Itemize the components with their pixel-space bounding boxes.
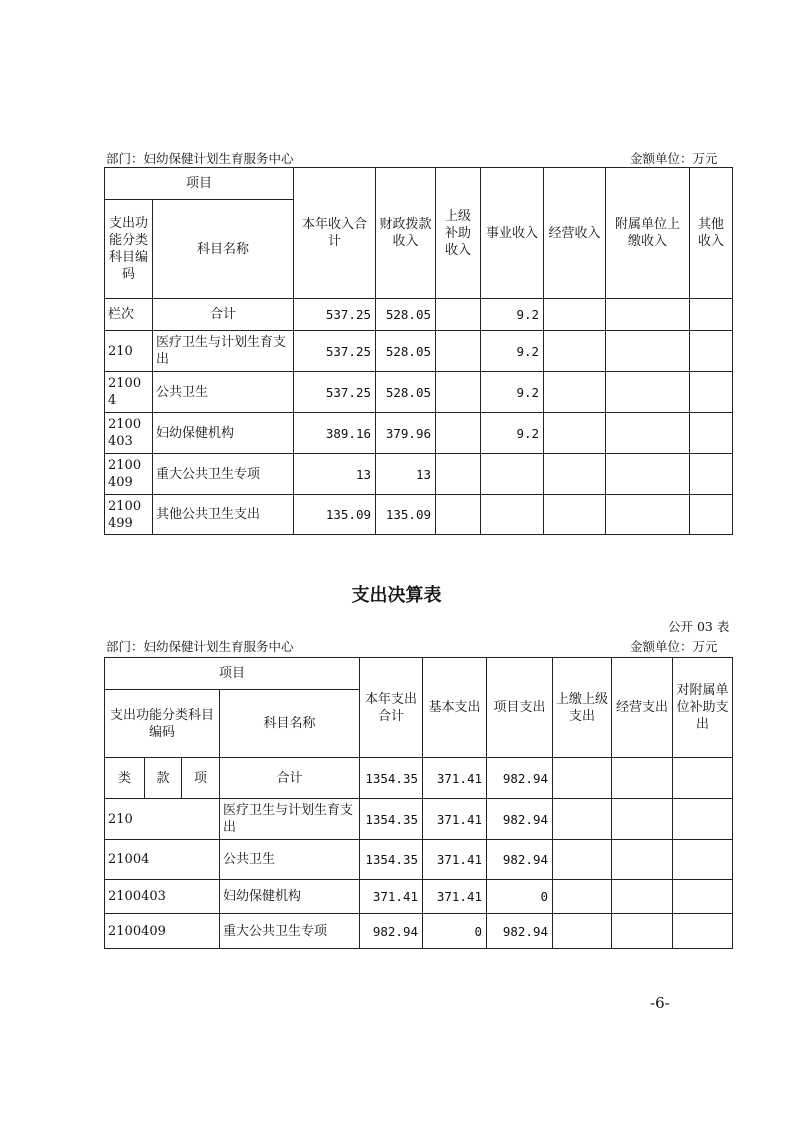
row-upper [553, 758, 612, 799]
row-upper [436, 413, 481, 454]
header-subject-name: 科目名称 [153, 200, 294, 299]
row-affiliated [606, 372, 690, 413]
header-basic-expense: 基本支出 [423, 658, 487, 758]
row-name: 医疗卫生与计划生育支出 [153, 331, 294, 372]
row-total: 135.09 [294, 495, 376, 535]
row-total: 389.16 [294, 413, 376, 454]
row-name: 重大公共卫生专项 [220, 914, 360, 949]
row-name: 公共卫生 [153, 372, 294, 413]
row-name: 公共卫生 [220, 840, 360, 880]
unit-label-1: 金额单位：万元 [630, 151, 718, 166]
header-code: 支出功能分类科目编码 [105, 690, 220, 758]
row-name: 医疗卫生与计划生育支出 [220, 799, 360, 840]
header-project: 项目 [105, 168, 294, 200]
row-upper [436, 495, 481, 535]
row-operating [612, 880, 673, 914]
row-total: 537.25 [294, 372, 376, 413]
row-upper [553, 840, 612, 880]
row-fiscal: 528.05 [376, 372, 436, 413]
row-upper [436, 454, 481, 495]
table-row [105, 331, 733, 372]
row-other [690, 413, 733, 454]
row-upper [436, 299, 481, 331]
header-xiang: 项 [182, 758, 220, 799]
row-operating [612, 914, 673, 949]
row-business [481, 495, 544, 535]
row-total: 537.25 [294, 299, 376, 331]
row-affiliated [673, 914, 733, 949]
row-total: 371.41 [360, 880, 423, 914]
header-upper-subsidy: 上级补助收入 [436, 168, 481, 299]
row-affiliated [673, 758, 733, 799]
table-row [105, 840, 733, 880]
header-kuan: 款 [145, 758, 182, 799]
row-affiliated [606, 454, 690, 495]
row-operating [544, 331, 606, 372]
row-business: 9.2 [481, 372, 544, 413]
row-basic: 0 [423, 914, 487, 949]
row-affiliated [606, 495, 690, 535]
row-operating [544, 413, 606, 454]
row-other [690, 495, 733, 535]
row-project: 0 [487, 880, 553, 914]
table-row [105, 758, 733, 799]
row-affiliated [673, 880, 733, 914]
row-code: 2100409 [105, 454, 153, 495]
row-business: 9.2 [481, 299, 544, 331]
table-title: 支出决算表 [351, 585, 442, 606]
row-operating [544, 454, 606, 495]
row-fiscal: 13 [376, 454, 436, 495]
row-name: 合计 [153, 299, 294, 331]
header-project-expense: 项目支出 [487, 658, 553, 758]
header-operating-income: 经营收入 [544, 168, 606, 299]
table-row [105, 495, 733, 535]
row-upper [436, 372, 481, 413]
income-table [104, 167, 733, 535]
row-code: 210 [105, 799, 220, 840]
header-fiscal-income: 财政拨款收入 [376, 168, 436, 299]
row-name: 妇幼保健机构 [220, 880, 360, 914]
header-code: 支出功能分类科目编码 [105, 200, 153, 299]
row-basic: 371.41 [423, 880, 487, 914]
row-basic: 371.41 [423, 840, 487, 880]
row-total: 1354.35 [360, 799, 423, 840]
row-total: 13 [294, 454, 376, 495]
row-code: 210 [105, 331, 153, 372]
row-upper [553, 880, 612, 914]
row-upper [553, 799, 612, 840]
header-total-income: 本年收入合计 [294, 168, 376, 299]
table-row [105, 914, 733, 949]
row-total: 1354.35 [360, 758, 423, 799]
row-upper [436, 331, 481, 372]
row-fiscal: 379.96 [376, 413, 436, 454]
header-business-income: 事业收入 [481, 168, 544, 299]
header-operating-expense: 经营支出 [612, 658, 673, 758]
row-business [481, 454, 544, 495]
row-operating [544, 299, 606, 331]
row-affiliated [606, 413, 690, 454]
expenditure-table [104, 657, 733, 949]
row-total: 1354.35 [360, 840, 423, 880]
row-code: 2100499 [105, 495, 153, 535]
row-upper [553, 914, 612, 949]
header-affiliated-subsidy: 对附属单位补助支出 [673, 658, 733, 758]
row-operating [612, 758, 673, 799]
table-row [105, 880, 733, 914]
row-basic: 371.41 [423, 799, 487, 840]
row-affiliated [673, 840, 733, 880]
row-code: 21004 [105, 840, 220, 880]
dept-label-2: 部门：妇幼保健计划生育服务中心 [106, 639, 294, 654]
row-other [690, 331, 733, 372]
header-upper-remit: 上缴上级支出 [553, 658, 612, 758]
row-name: 合计 [220, 758, 360, 799]
row-name: 重大公共卫生专项 [153, 454, 294, 495]
row-basic: 371.41 [423, 758, 487, 799]
row-code: 2100403 [105, 880, 220, 914]
row-operating [544, 372, 606, 413]
row-code: 栏次 [105, 299, 153, 331]
table-row [105, 413, 733, 454]
row-operating [612, 840, 673, 880]
row-project: 982.94 [487, 914, 553, 949]
table-row [105, 454, 733, 495]
row-name: 妇幼保健机构 [153, 413, 294, 454]
header-lei: 类 [105, 758, 145, 799]
header-affiliated-income: 附属单位上缴收入 [606, 168, 690, 299]
page-number: -6- [650, 994, 670, 1012]
row-fiscal: 135.09 [376, 495, 436, 535]
row-affiliated [606, 299, 690, 331]
row-affiliated [606, 331, 690, 372]
row-affiliated [673, 799, 733, 840]
row-fiscal: 528.05 [376, 331, 436, 372]
row-operating [612, 799, 673, 840]
header-total-expense: 本年支出合计 [360, 658, 423, 758]
row-fiscal: 528.05 [376, 299, 436, 331]
row-project: 982.94 [487, 840, 553, 880]
row-code: 2100403 [105, 413, 153, 454]
row-business: 9.2 [481, 413, 544, 454]
row-business: 9.2 [481, 331, 544, 372]
form-number: 公开 03 表 [668, 619, 730, 634]
row-name: 其他公共卫生支出 [153, 495, 294, 535]
unit-label-2: 金额单位：万元 [630, 639, 718, 654]
row-other [690, 454, 733, 495]
row-total: 982.94 [360, 914, 423, 949]
table-row [105, 372, 733, 413]
row-project: 982.94 [487, 799, 553, 840]
table-row [105, 299, 733, 331]
row-other [690, 372, 733, 413]
row-operating [544, 495, 606, 535]
row-other [690, 299, 733, 331]
row-project: 982.94 [487, 758, 553, 799]
header-subject-name: 科目名称 [220, 690, 360, 758]
dept-label-1: 部门：妇幼保健计划生育服务中心 [106, 151, 294, 166]
row-code: 21004 [105, 372, 153, 413]
row-total: 537.25 [294, 331, 376, 372]
header-project: 项目 [105, 658, 360, 690]
table-row [105, 799, 733, 840]
row-code: 2100409 [105, 914, 220, 949]
header-other-income: 其他收入 [690, 168, 733, 299]
